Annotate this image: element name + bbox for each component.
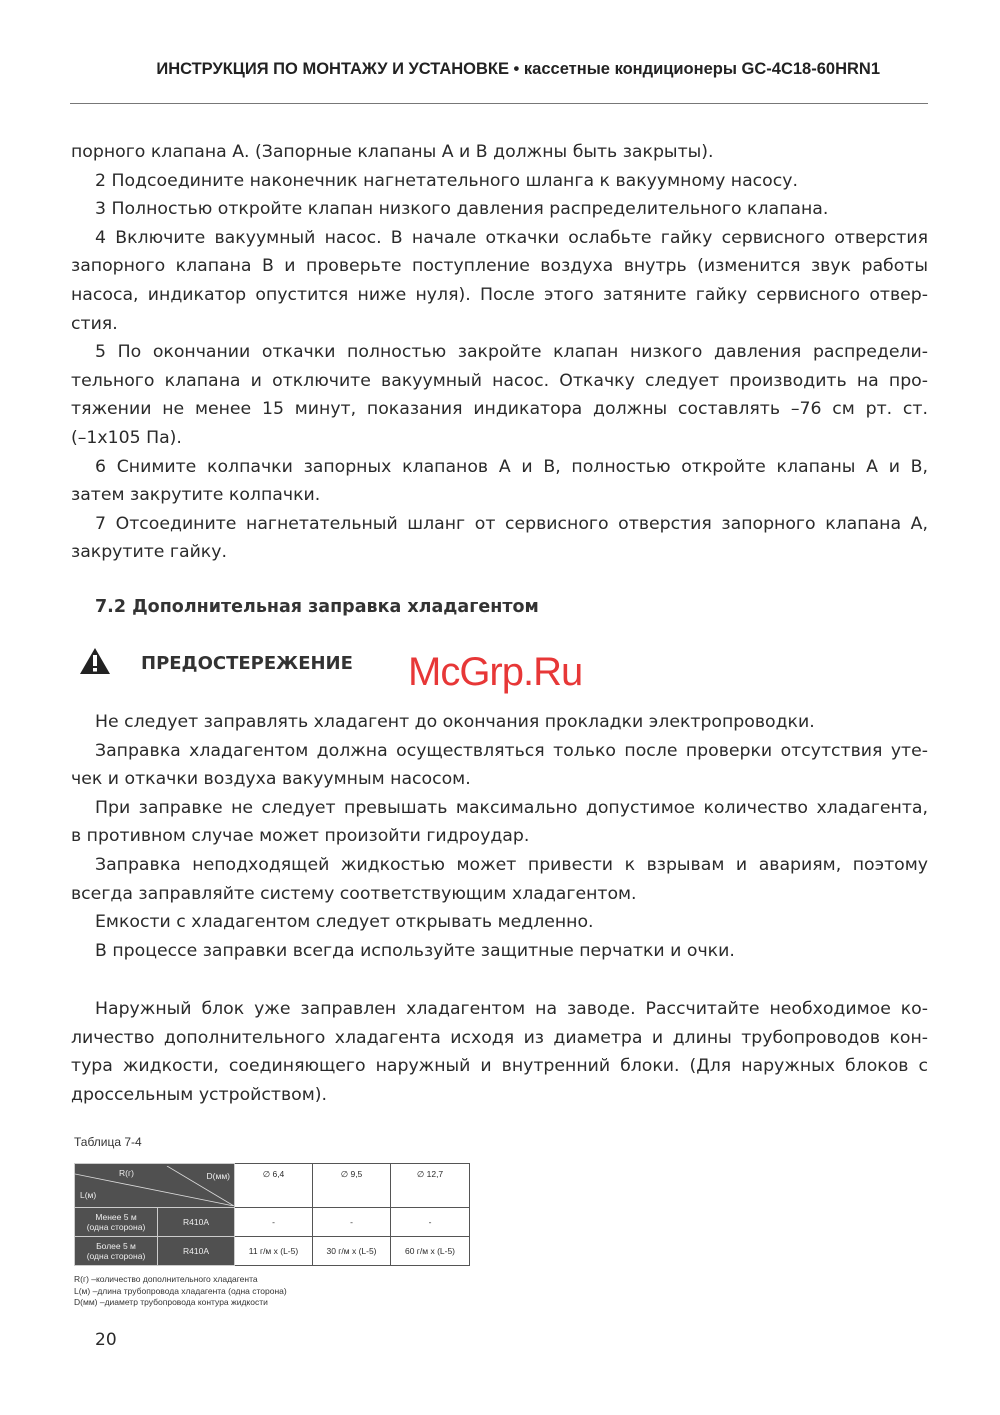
table-cell: 11 г/м x (L-5) (235, 1237, 313, 1266)
body-text (71, 995, 928, 1109)
text-line: 2 Подсоедините наконечник нагнетательного шланга к вакуумному насосу. (95, 170, 798, 191)
row-side: (одна сторона) (86, 1222, 146, 1232)
table-cell: 30 г/м x (L-5) (313, 1237, 391, 1266)
row-length-cell (75, 1208, 158, 1237)
text-line: личество дополнительного хладагента исходя из диаметра и длины трубопроводов кон- (71, 1027, 928, 1048)
row-refrigerant-cell: R410A (158, 1237, 235, 1266)
table-row (75, 1237, 470, 1266)
corner-d-label: D(мм) (206, 1170, 230, 1181)
warning-triangle-icon (79, 647, 111, 675)
text-line: насоса, индикатор опустится ниже нуля). После этого затяните гайку сервисного отвер- (71, 284, 928, 305)
table-corner-cell (75, 1164, 235, 1208)
corner-l-label: L(м) (80, 1189, 97, 1200)
table-cell: - (313, 1208, 391, 1237)
table-cell: - (391, 1208, 470, 1237)
text-line: закрутите гайку. (71, 542, 227, 563)
text-line: запорного клапана В и проверьте поступление воздуха внутрь (изменится звук работы (71, 256, 928, 277)
intro-text (71, 138, 928, 567)
text-line: тура жидкости, соединяющего наружный и внутренний блоки. (Для наружных блоков с (71, 1056, 928, 1077)
text-line: Наружный блок уже заправлен хладагентом на заводе. Рассчитайте необходимое ко- (95, 999, 928, 1019)
text-line: стия. (71, 313, 118, 334)
text-line: 7 Отсоедините нагнетательный шланг от сервисного отверстия запорного клапана А, (95, 513, 928, 534)
row-side: (одна сторона) (86, 1251, 146, 1261)
page-header: ИНСТРУКЦИЯ ПО МОНТАЖУ И УСТАНОВКЕ • кассетные кондиционеры GC-4C18-60HRN1 (156, 60, 880, 78)
column-header: ∅ 12,7 (391, 1164, 470, 1208)
text-line: Заправка неподходящей жидкостью может привести к взрывам и авариям, поэтому (95, 854, 928, 875)
text-line: в противном случае может произойти гидроудар. (71, 826, 530, 847)
text-line: При заправке не следует превышать максимально допустимое количество хладагента, (95, 797, 928, 818)
text-line: всегда заправляйте систему соответствующим хладагентом. (71, 883, 637, 904)
watermark: McGrp.Ru (408, 650, 583, 694)
row-length: Менее 5 м (95, 1212, 137, 1222)
table-cell: 60 г/м x (L-5) (391, 1237, 470, 1266)
text-line: 6 Снимите колпачки запорных клапанов А и В, полностью откройте клапаны А и В, (95, 456, 928, 477)
text-line: чек и откачки воздуха вакуумным насосом. (71, 769, 471, 790)
caution-title: ПРЕДОСТЕРЕЖЕНИЕ (141, 653, 353, 674)
corner-r-label: R(г) (119, 1167, 134, 1178)
text-line: порного клапана А. (Запорные клапаны А и В должны быть закрыты). (71, 142, 714, 162)
text-line: Емкости с хладагентом следует открывать медленно. (95, 912, 594, 933)
text-line: 5 По окончании откачки полностью закройте клапан низкого давления распредели- (95, 342, 928, 363)
text-line: тельного клапана и отключите вакуумный насос. Откачку следует производить на про- (71, 370, 928, 391)
legend-item: D(мм) –диаметр трубопровода контура жидкости (74, 1297, 268, 1307)
text-line: 3 Полностью откройте клапан низкого давления распределительного клапана. (95, 199, 829, 220)
table-legend (74, 1274, 287, 1309)
header-divider (70, 103, 928, 104)
column-header: ∅ 9,5 (313, 1164, 391, 1208)
caution-text (71, 708, 928, 965)
text-line: затем закрутите колпачки. (71, 485, 321, 506)
text-line: тяжении не менее 15 минут, показания индикатора должны составлять –76 см рт. ст. (71, 399, 928, 420)
legend-item: L(м) –длина трубопровода хладагента (одна сторона) (74, 1285, 287, 1296)
row-refrigerant-cell: R410A (158, 1208, 235, 1237)
text-line: 4 Включите вакуумный насос. В начале откачки ослабьте гайку сервисного отверстия (95, 227, 928, 248)
text-line: (–1x105 Па). (71, 427, 182, 448)
legend-item: R(г) –количество дополнительного хладагента (74, 1274, 258, 1284)
section-title: 7.2 Дополнительная заправка хладагентом (95, 597, 539, 617)
table-caption: Таблица 7-4 (74, 1135, 142, 1149)
table-row (75, 1208, 470, 1237)
text-line: Заправка хладагентом должна осуществляться только после проверки отсутствия уте- (95, 740, 928, 761)
refrigerant-table (74, 1163, 470, 1266)
column-header: ∅ 6,4 (235, 1164, 313, 1208)
row-length: Более 5 м (96, 1241, 136, 1251)
row-length-cell (75, 1237, 158, 1266)
table-cell: - (235, 1208, 313, 1237)
text-line: дроссельным устройством). (71, 1084, 327, 1105)
page-number: 20 (95, 1330, 117, 1350)
text-line: Не следует заправлять хладагент до окончания прокладки электропроводки. (95, 712, 815, 732)
text-line: В процессе заправки всегда используйте защитные перчатки и очки. (95, 940, 735, 961)
